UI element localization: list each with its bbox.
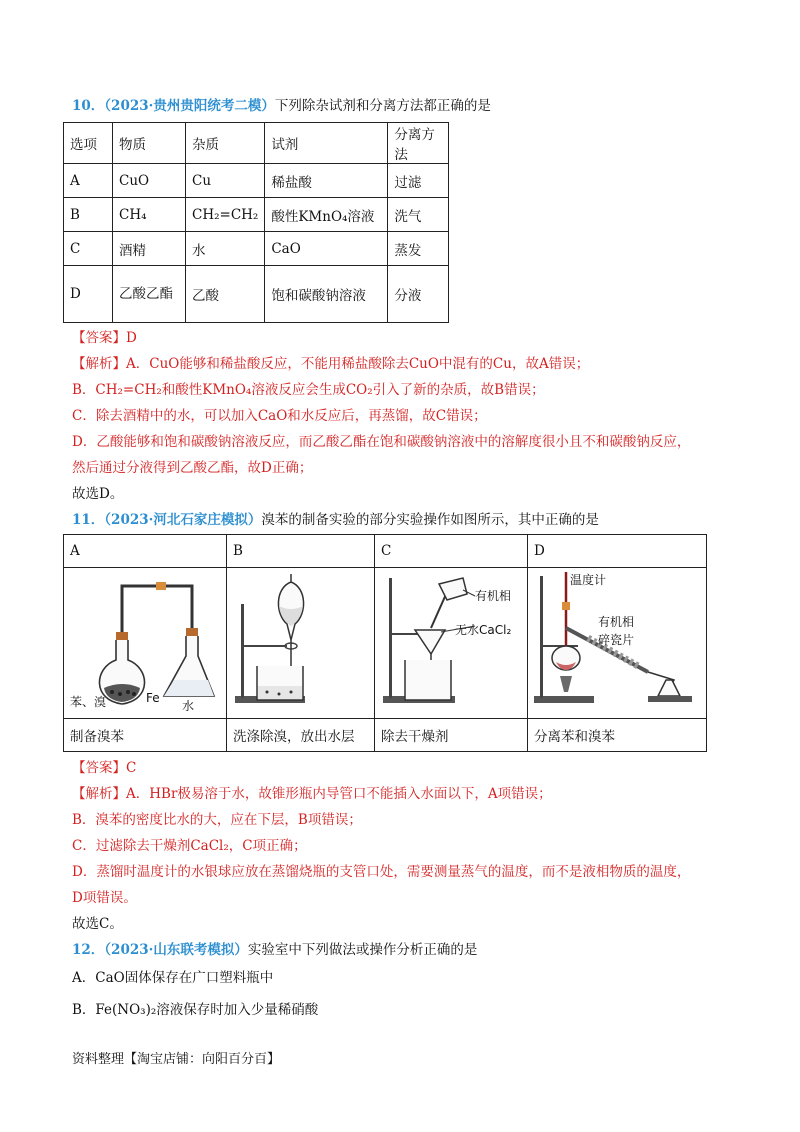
table-cell: Cu — [186, 164, 265, 198]
q10-analysis-line: 然后通过分液得到乙酸乙酯，故D正确； — [72, 460, 313, 476]
q11-conclusion: 故选C。 — [72, 916, 123, 932]
table-row — [64, 232, 449, 266]
separatory-funnel-apparatus — [227, 568, 362, 714]
question-12-title — [72, 940, 477, 960]
figure-label: 无水CaCl₂ — [455, 623, 512, 637]
q11-figure-table — [63, 534, 707, 752]
table-header-row — [64, 123, 449, 164]
question-source: （2023·山东联考模拟） — [104, 942, 248, 958]
figure-caption: 制备溴苯 — [64, 719, 227, 752]
figure-caption: 除去干燥剂 — [375, 719, 528, 752]
page-footer: 资料整理【淘宝店铺：向阳百分百】 — [72, 1052, 281, 1067]
answer-value: C — [126, 760, 137, 776]
table-cell: D — [64, 266, 113, 323]
q10-analysis-line: B．CH₂=CH₂和酸性KMnO₄溶液反应会生成CO₂引入了新的杂质，故B错误； — [72, 382, 545, 398]
question-stem: 下列除杂试剂和分离方法都正确的是 — [274, 98, 491, 114]
table-cell: CuO — [113, 164, 186, 198]
table-row — [64, 266, 449, 323]
table-header-cell: 杂质 — [186, 123, 265, 164]
analysis-text: A．CuO能够和稀盐酸反应，不能用稀盐酸除去CuO中混有的Cu，故A错误； — [126, 356, 590, 372]
q11-answer — [72, 758, 136, 778]
question-number: 11． — [72, 512, 105, 528]
bromobenzene-preparation-apparatus — [64, 568, 226, 714]
figure-label: 有机相 — [475, 589, 512, 603]
figure-label: 水 — [182, 699, 195, 713]
table-cell: 蒸发 — [388, 232, 449, 266]
question-stem: 实验室中下列做法或操作分析正确的是 — [247, 942, 478, 958]
table-cell: 酸性KMnO₄溶液 — [265, 198, 388, 232]
table-header-cell: 试剂 — [265, 123, 388, 164]
question-10-title — [72, 96, 491, 116]
analysis-tag: 【解析】 — [72, 786, 126, 802]
distillation-apparatus — [528, 568, 704, 714]
table-cell: 饱和碳酸钠溶液 — [265, 266, 388, 323]
q12-option-a: A．CaO固体保存在广口塑料瓶中 — [72, 970, 274, 986]
q10-answer — [72, 328, 137, 348]
question-source: （2023·河北石家庄模拟） — [104, 512, 262, 528]
caption-row — [64, 719, 707, 752]
option-label: C — [375, 535, 528, 568]
q11-analysis-line: D项错误。 — [72, 890, 137, 906]
table-cell: A — [64, 164, 113, 198]
table-cell: 乙酸 — [186, 266, 265, 323]
q10-table — [63, 122, 449, 323]
figure-caption: 洗涤除溴，放出水层 — [227, 719, 375, 752]
table-header-cell: 物质 — [113, 123, 186, 164]
question-stem: 溴苯的制备实验的部分实验操作如图所示，其中正确的是 — [261, 512, 599, 528]
q12-option-b: B．Fe(NO₃)₂溶液保存时加入少量稀硝酸 — [72, 1002, 319, 1018]
q11-analysis-line: D．蒸馏时温度计的水银球应放在蒸馏烧瓶的支管口处，需要测量蒸气的温度，而不是液相物质的温度， — [72, 864, 691, 880]
figure-label: 碎瓷片 — [598, 633, 635, 647]
figure-d-cell — [528, 568, 707, 719]
table-cell: 稀盐酸 — [265, 164, 388, 198]
q11-analysis-line — [72, 784, 552, 804]
option-label: A — [64, 535, 227, 568]
figure-caption: 分离苯和溴苯 — [528, 719, 707, 752]
q10-analysis-line: C．除去酒精中的水，可以加入CaO和水反应后，再蒸馏，故C错误； — [72, 408, 487, 424]
option-label: D — [528, 535, 707, 568]
answer-tag: 【答案】 — [72, 330, 126, 346]
answer-tag: 【答案】 — [72, 760, 126, 776]
question-number: 10． — [72, 98, 105, 114]
option-label: B — [227, 535, 375, 568]
q10-analysis-line — [72, 354, 589, 374]
analysis-tag: 【解析】 — [72, 356, 126, 372]
table-cell: 洗气 — [388, 198, 449, 232]
filtration-apparatus — [375, 568, 515, 714]
table-cell: 水 — [186, 232, 265, 266]
question-11-title — [72, 510, 599, 530]
option-header-row — [64, 535, 707, 568]
table-header-cell: 分离方法 — [388, 123, 449, 164]
table-row — [64, 198, 449, 232]
figure-label: 苯、溴 — [70, 695, 107, 709]
analysis-text: A．HBr极易溶于水，故锥形瓶内导管口不能插入水面以下，A项错误； — [126, 786, 552, 802]
table-cell: CH₄ — [113, 198, 186, 232]
table-cell: 过滤 — [388, 164, 449, 198]
table-cell: CH₂=CH₂ — [186, 198, 265, 232]
table-cell: 酒精 — [113, 232, 186, 266]
figure-b-cell — [227, 568, 375, 719]
question-source: （2023·贵州贵阳统考二模） — [104, 98, 275, 114]
figure-a-cell — [64, 568, 227, 719]
q11-analysis-line: C．过滤除去干燥剂CaCl₂，C项正确； — [72, 838, 307, 854]
answer-value: D — [126, 330, 137, 346]
figure-label: 温度计 — [570, 573, 607, 587]
table-cell: CaO — [265, 232, 388, 266]
table-row — [64, 164, 449, 198]
figure-c-cell — [375, 568, 528, 719]
question-number: 12． — [72, 942, 105, 958]
table-cell: 乙酸乙酯 — [113, 266, 186, 323]
figure-label: Fe — [146, 691, 160, 705]
table-cell: B — [64, 198, 113, 232]
q10-analysis-line: D．乙酸能够和饱和碳酸钠溶液反应，而乙酸乙酯在饱和碳酸钠溶液中的溶解度很小且不和碳酸钠反应， — [72, 434, 691, 450]
q11-analysis-line: B．溴苯的密度比水的大，应在下层，B项错误； — [72, 812, 362, 828]
table-cell: 分液 — [388, 266, 449, 323]
figure-label: 有机相 — [598, 615, 635, 629]
q10-conclusion: 故选D。 — [72, 486, 124, 502]
table-header-cell: 选项 — [64, 123, 113, 164]
table-cell: C — [64, 232, 113, 266]
figure-row — [64, 568, 707, 719]
